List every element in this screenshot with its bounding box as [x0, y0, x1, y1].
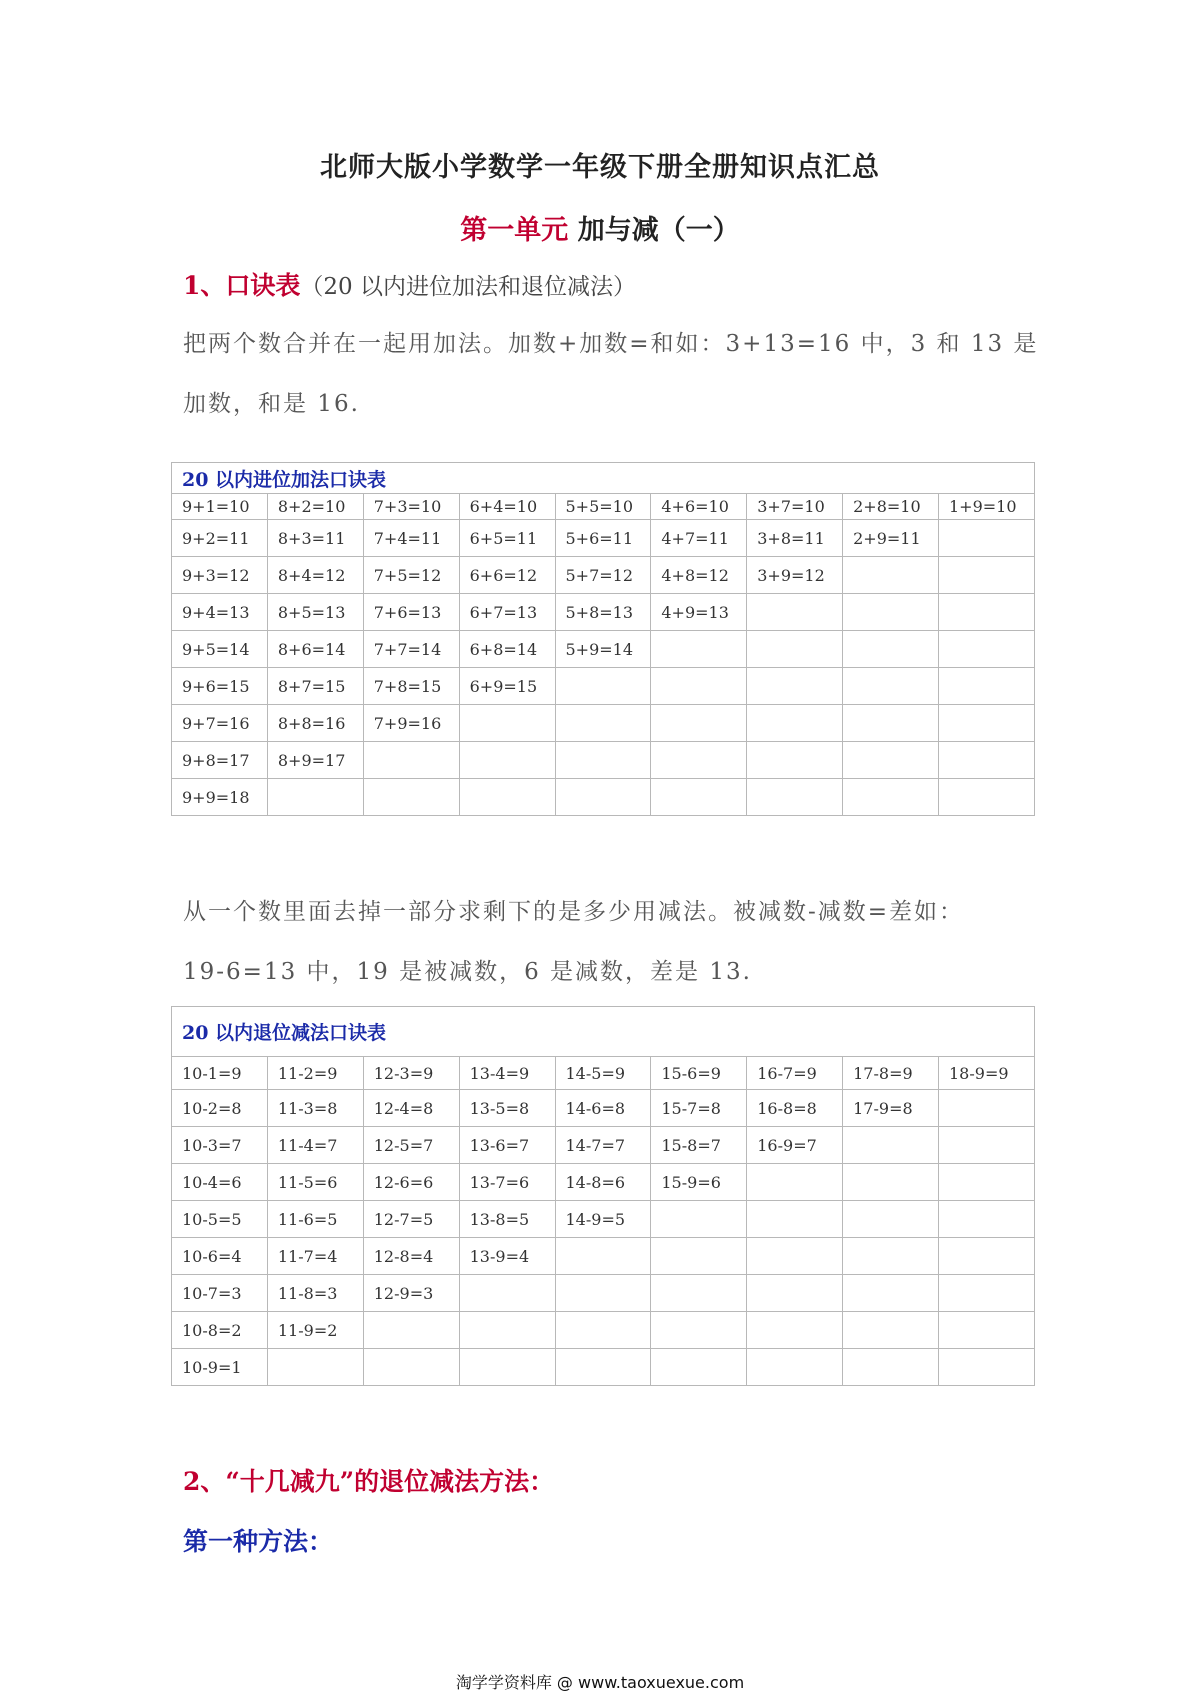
table-cell: 6+6=12 [459, 557, 555, 594]
table-cell: 17-8=9 [843, 1057, 939, 1090]
table-cell [939, 557, 1035, 594]
table-cell: 6+4=10 [459, 494, 555, 520]
table-row [172, 1201, 1035, 1238]
subtraction-table [171, 1006, 1035, 1386]
table-cell [651, 631, 747, 668]
subtraction-paragraph-line1: 从一个数里面去掉一部分求剩下的是多少用减法。被减数-减数=差如： [183, 899, 965, 925]
table-cell [651, 705, 747, 742]
table-cell: 15-8=7 [651, 1127, 747, 1164]
table-cell: 10-2=8 [172, 1090, 268, 1127]
table-cell: 14-9=5 [555, 1201, 651, 1238]
table-cell: 14-6=8 [555, 1090, 651, 1127]
table-cell [747, 1275, 843, 1312]
table-cell [363, 779, 459, 816]
table-cell [747, 742, 843, 779]
table-cell: 14-5=9 [555, 1057, 651, 1090]
table-cell: 8+6=14 [267, 631, 363, 668]
table-cell [555, 742, 651, 779]
table-cell: 11-9=2 [267, 1312, 363, 1349]
table-cell: 7+9=16 [363, 705, 459, 742]
table-cell [843, 557, 939, 594]
table-cell: 11-7=4 [267, 1238, 363, 1275]
table-cell [555, 705, 651, 742]
table-cell: 9+4=13 [172, 594, 268, 631]
table-row [172, 1349, 1035, 1386]
table-cell: 1+9=10 [939, 494, 1035, 520]
table-cell [651, 1349, 747, 1386]
document-title: 北师大版小学数学一年级下册全册知识点汇总 [320, 152, 880, 183]
table-cell [843, 1238, 939, 1275]
table-row [172, 1312, 1035, 1349]
table-row [172, 779, 1035, 816]
table-cell [267, 1349, 363, 1386]
table-row [172, 557, 1035, 594]
table-cell: 12-8=4 [363, 1238, 459, 1275]
unit-heading [0, 208, 1200, 247]
table-cell: 5+6=11 [555, 520, 651, 557]
table-cell [459, 779, 555, 816]
table-cell [555, 1275, 651, 1312]
footer-watermark: 淘学学资料库 @ www.taoxuexue.com [455, 1673, 745, 1692]
table-cell: 8+5=13 [267, 594, 363, 631]
table-cell [555, 1238, 651, 1275]
table-cell: 12-7=5 [363, 1201, 459, 1238]
table-cell [843, 668, 939, 705]
table-cell [939, 631, 1035, 668]
table-cell: 13-5=8 [459, 1090, 555, 1127]
table-row [172, 1238, 1035, 1275]
table-cell: 15-7=8 [651, 1090, 747, 1127]
table-cell: 17-9=8 [843, 1090, 939, 1127]
table-cell [939, 668, 1035, 705]
table-cell [747, 1201, 843, 1238]
table-cell [939, 1201, 1035, 1238]
table-cell [555, 1349, 651, 1386]
table-cell: 4+7=11 [651, 520, 747, 557]
subtraction-table-caption: 20 以内退位减法口诀表 [172, 1007, 1035, 1057]
table-cell: 3+7=10 [747, 494, 843, 520]
addition-paragraph-line1: 把两个数合并在一起用加法。加数+加数=和如：3+13=16 中，3 和 13 是 [183, 331, 1039, 357]
addition-table [171, 462, 1035, 816]
table-cell [747, 631, 843, 668]
addition-paragraph-line2: 加数，和是 16. [183, 391, 360, 417]
table-cell [651, 1238, 747, 1275]
table-cell: 11-5=6 [267, 1164, 363, 1201]
table-cell: 9+3=12 [172, 557, 268, 594]
table-cell [459, 1312, 555, 1349]
table-cell: 11-6=5 [267, 1201, 363, 1238]
table-cell: 5+9=14 [555, 631, 651, 668]
table-cell: 10-7=3 [172, 1275, 268, 1312]
section1-title: 1、口诀表 [183, 271, 301, 300]
table-cell [747, 1164, 843, 1201]
table-row [172, 1275, 1035, 1312]
table-row [172, 668, 1035, 705]
table-cell: 3+9=12 [747, 557, 843, 594]
table-cell: 14-7=7 [555, 1127, 651, 1164]
table-cell [651, 1275, 747, 1312]
table-cell: 13-4=9 [459, 1057, 555, 1090]
table-cell [459, 1349, 555, 1386]
table-cell: 8+8=16 [267, 705, 363, 742]
table-cell: 9+2=11 [172, 520, 268, 557]
table-cell: 2+8=10 [843, 494, 939, 520]
addition-table-caption: 20 以内进位加法口诀表 [172, 463, 1035, 494]
table-cell [747, 1238, 843, 1275]
table-cell: 15-6=9 [651, 1057, 747, 1090]
table-cell [843, 1312, 939, 1349]
table-cell: 9+9=18 [172, 779, 268, 816]
table-cell: 10-8=2 [172, 1312, 268, 1349]
table-cell: 2+9=11 [843, 520, 939, 557]
subtraction-paragraph-line2: 19-6=13 中，19 是被减数，6 是减数，差是 13. [183, 959, 752, 985]
table-cell [843, 594, 939, 631]
table-cell [459, 742, 555, 779]
table-cell: 7+3=10 [363, 494, 459, 520]
table-cell [267, 779, 363, 816]
table-cell: 18-9=9 [939, 1057, 1035, 1090]
table-cell: 8+2=10 [267, 494, 363, 520]
table-cell: 4+9=13 [651, 594, 747, 631]
table-cell [843, 742, 939, 779]
table-cell [843, 1127, 939, 1164]
table-cell [363, 742, 459, 779]
table-cell [939, 1164, 1035, 1201]
table-cell [747, 705, 843, 742]
table-cell: 12-4=8 [363, 1090, 459, 1127]
table-cell [939, 594, 1035, 631]
table-cell: 11-4=7 [267, 1127, 363, 1164]
table-cell: 13-6=7 [459, 1127, 555, 1164]
table-cell [939, 1275, 1035, 1312]
table-row [172, 1127, 1035, 1164]
table-cell [843, 779, 939, 816]
table-row [172, 1090, 1035, 1127]
table-cell: 12-9=3 [363, 1275, 459, 1312]
table-row [172, 520, 1035, 557]
table-cell: 4+6=10 [651, 494, 747, 520]
table-cell [843, 1349, 939, 1386]
table-cell: 12-6=6 [363, 1164, 459, 1201]
table-cell: 6+7=13 [459, 594, 555, 631]
table-cell: 9+6=15 [172, 668, 268, 705]
table-cell: 15-9=6 [651, 1164, 747, 1201]
unit-title: 加与减（一） [577, 215, 740, 246]
table-row [172, 594, 1035, 631]
table-cell: 11-2=9 [267, 1057, 363, 1090]
table-cell: 14-8=6 [555, 1164, 651, 1201]
table-cell: 4+8=12 [651, 557, 747, 594]
table-cell [459, 1275, 555, 1312]
table-cell [747, 668, 843, 705]
table-cell [555, 1312, 651, 1349]
table-cell: 9+8=17 [172, 742, 268, 779]
table-cell [939, 705, 1035, 742]
table-cell [747, 594, 843, 631]
table-cell [363, 1312, 459, 1349]
table-cell: 10-3=7 [172, 1127, 268, 1164]
table-cell [843, 1275, 939, 1312]
table-cell: 16-9=7 [747, 1127, 843, 1164]
table-cell [651, 742, 747, 779]
table-cell [939, 1312, 1035, 1349]
table-cell [843, 1164, 939, 1201]
table-cell [939, 1127, 1035, 1164]
table-cell: 10-6=4 [172, 1238, 268, 1275]
table-cell: 10-1=9 [172, 1057, 268, 1090]
table-cell [843, 705, 939, 742]
section1-heading [183, 266, 636, 302]
table-cell [747, 1312, 843, 1349]
table-cell: 7+7=14 [363, 631, 459, 668]
table-cell: 13-9=4 [459, 1238, 555, 1275]
method1-heading: 第一种方法： [183, 1527, 334, 1556]
table-cell: 7+6=13 [363, 594, 459, 631]
table-cell [651, 1312, 747, 1349]
table-cell [555, 668, 651, 705]
table-row [172, 1164, 1035, 1201]
table-cell: 6+9=15 [459, 668, 555, 705]
table-cell: 10-9=1 [172, 1349, 268, 1386]
table-cell [747, 779, 843, 816]
table-cell: 8+3=11 [267, 520, 363, 557]
table-cell: 9+5=14 [172, 631, 268, 668]
table-cell: 16-7=9 [747, 1057, 843, 1090]
table-cell [843, 1201, 939, 1238]
table-cell: 9+7=16 [172, 705, 268, 742]
table-row [172, 742, 1035, 779]
table-cell: 6+5=11 [459, 520, 555, 557]
table-cell [363, 1349, 459, 1386]
table-cell: 5+7=12 [555, 557, 651, 594]
table-cell: 12-3=9 [363, 1057, 459, 1090]
table-row [172, 494, 1035, 520]
table-cell: 10-4=6 [172, 1164, 268, 1201]
table-cell: 5+5=10 [555, 494, 651, 520]
table-cell [939, 1090, 1035, 1127]
table-cell: 7+8=15 [363, 668, 459, 705]
table-cell: 12-5=7 [363, 1127, 459, 1164]
table-cell: 8+9=17 [267, 742, 363, 779]
table-cell: 9+1=10 [172, 494, 268, 520]
table-cell: 3+8=11 [747, 520, 843, 557]
table-cell: 13-8=5 [459, 1201, 555, 1238]
table-row [172, 705, 1035, 742]
table-cell: 11-3=8 [267, 1090, 363, 1127]
table-cell [651, 1201, 747, 1238]
table-cell: 8+4=12 [267, 557, 363, 594]
table-cell: 7+5=12 [363, 557, 459, 594]
table-row [172, 1057, 1035, 1090]
section1-subtitle: （20 以内进位加法和退位减法） [300, 274, 636, 300]
table-cell: 6+8=14 [459, 631, 555, 668]
table-cell [843, 631, 939, 668]
table-cell [939, 742, 1035, 779]
table-cell [555, 779, 651, 816]
table-cell: 7+4=11 [363, 520, 459, 557]
table-row [172, 631, 1035, 668]
unit-label: 第一单元 [460, 215, 569, 246]
table-cell [747, 1349, 843, 1386]
table-cell: 16-8=8 [747, 1090, 843, 1127]
table-cell: 11-8=3 [267, 1275, 363, 1312]
table-cell [651, 779, 747, 816]
table-cell: 13-7=6 [459, 1164, 555, 1201]
table-cell [459, 705, 555, 742]
table-cell: 10-5=5 [172, 1201, 268, 1238]
table-cell [939, 1238, 1035, 1275]
table-cell [939, 1349, 1035, 1386]
table-cell: 5+8=13 [555, 594, 651, 631]
table-cell: 8+7=15 [267, 668, 363, 705]
section2-heading: 2、“十几减九”的退位减法方法： [183, 1467, 555, 1496]
table-cell [939, 520, 1035, 557]
table-cell [651, 668, 747, 705]
table-cell [939, 779, 1035, 816]
